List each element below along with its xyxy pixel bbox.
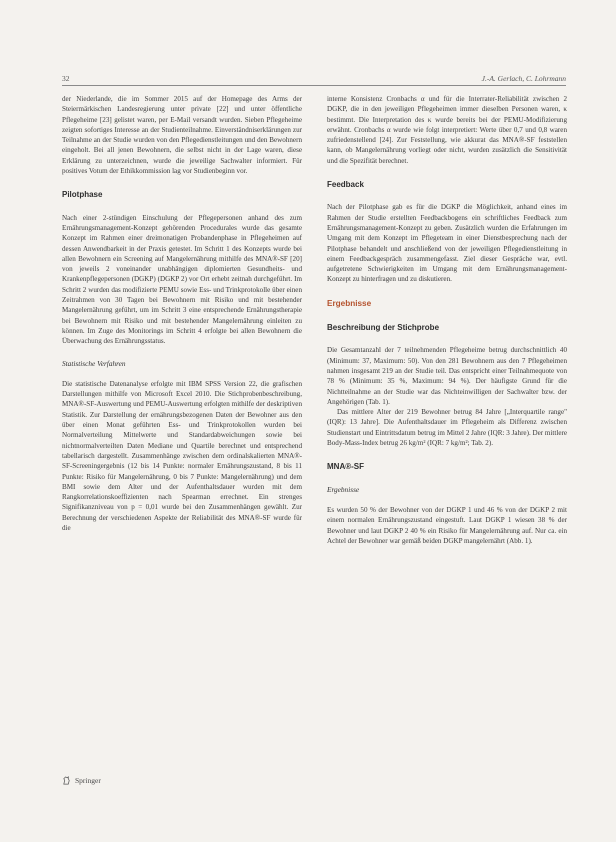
right-column xyxy=(327,94,567,546)
heading-stichprobe: Beschreibung der Stichprobe xyxy=(327,323,440,333)
mna-paragraph: Es wurden 50 % der Bewohner von der DGKP 1 und 46 % von der DGKP 2 mit einem normalen Ernährungszustand eingestuft. Laut DGKP 1 wiesen 38 % der Bewohner und laut DGKP 2 40 % ein Risiko für Mangelernährung auf. Nur ca. ein Achtel der Bewohner war gemäß beiden DGKP mangelernährt (Abb. 1). xyxy=(327,505,567,545)
feedback-paragraph: Nach der Pilotphase gab es für die DGKP die Möglichkeit, anhand eines im Rahmen der Studie erstellten Feedbackbogens ein schriftliches Feedback zum Ernährungsmanagement-Konzept zu geben. Zusätzlich wurden die Erfahrungen im Umgang mit dem Konzept im Pflegeteam in einer Dienstbesprechung nach der Pilotphase behandelt und anschließend von der jeweiligen Pflegedienstleitung in einem Feedbackgespräch zusammengefasst. Ziel dieser Gespräche war, evtl. aufgetretene Schwierigkeiten im Umgang mit dem Ernährungsmanagement-Konzept zu hinterfragen und zu diskutieren. xyxy=(327,203,567,284)
pilot-paragraph: Nach einer 2-stündigen Einschulung der Pflegepersonen anhand des zum Ernährungsmanagement-Konzept gehörenden Procedurales wurde das gesamte Konzept im Rahmen einer dreimonatigen Probandenphase in Pflegeheimen auf dessen Anwendbarkeit in der Praxis getestet. Im Schritt 1 des Konzepts wurde bei allen Bewohnern ein Screening auf Mangelernährung mithilfe des MNA®-SF [20] von jeweils 2 voneinander unabhängigen diplomierten Gesundheits- und Krankenpflegepersonen (DGKP) (DGKP 2) vor Ort erhebt zeitnah durchgeführt. Im Schritt 2 wurden das modifizierte PEMU sowie Ess- und Trinkprotokolle über einen Zeitrahmen von 30 Tagen bei Bewohnern mit Risiko und mit bestehender Mangelernährung geführt, um im Schritt 3 eine entsprechende Ernährungstherapie bei Bewohnern mit Risiko und mit bestehender Mangelernährung einleiten zu können. Im Zuge des Monitorings im Schritt 4 erfolgte bei allen Bewohnern die Überwachung des Ernährungsstatus. xyxy=(62,213,302,346)
heading-ergebnisse: Ergebnisse xyxy=(327,298,372,308)
footer xyxy=(62,776,101,785)
left-column xyxy=(62,94,302,533)
header-rule xyxy=(62,85,566,86)
reliability-paragraph: interne Konsistenz Cronbachs α und für die Interrater-Reliabilität zwischen 2 DGKP, die in den jeweiligen Pflegeheimen immer dieselben Personen waren, κ bestimmt. Die Interpretation des κ wurde bereits bei der PEMU-Modifizierung erwähnt. Cronbachs α wurde wie folgt interpretiert: Werte über 0,7 und 0,8 waren zufriedenstellend [24]. Zur Feststellung, wie akkurat das MNA®-SF feststellen kann, ob Mangelernährung vorliegt oder nicht, wurden zusätzlich die Sensitivität und die Spezifität berechnet. xyxy=(327,95,567,165)
page-number: 32 xyxy=(62,74,70,83)
running-head: J.-A. Gerlach, C. Lohrmann xyxy=(481,74,566,83)
heading-mna-sf: MNA®-SF xyxy=(327,462,364,472)
heading-pilotphase: Pilotphase xyxy=(62,190,103,200)
intro-paragraph: der Niederlande, die im Sommer 2015 auf der Homepage des Arms der Steiermärkischen Landesregierung unter private [22] und unter öffentliche Pflegeheime [23] gelistet waren, per E-Mail versandt wurden. Sieben Pflegeheime zeigten sofortiges Interesse an der Studienteilnahme. Einverständniserklärungen zur Teilnahme an der Studie wurden von den Pflegedienstleitungen und den Bewohnern eingeholt. Bei all jenen Bewohnern, die selbst nicht in der Lage waren, diese Erklärung zu unterzeichnen, wurde die jeweilige Sachwalter informiert. Für positives Votum der Ethikkommission lag vor Studienbeginn vor. xyxy=(62,95,302,176)
springer-horse-icon xyxy=(62,776,71,785)
heading-feedback: Feedback xyxy=(327,180,364,190)
stats-paragraph: Die statistische Datenanalyse erfolgte mit IBM SPSS Version 22, die grafischen Darstellungen mithilfe von Microsoft Excel 2010. Die Stichprobenbeschreibung, MNA®-SF-Auswertung und PEMU-Auswertung erfolgten mithilfe der deskriptiven Statistik. Zur Darstellung der ernährungsbezogenen Daten der Bewohner aus den über einen Monat geführten Ess- und Trinkprotokollen wurden bei Normalverteilung Mittelwerte und Standardabweichungen sowie bei nichtnormalverteilten Daten Mediane und Quartile berechnet und entsprechend tabellarisch dargestellt. Zusammenhänge zwischen dem ordinalskalierten MNA®-SF-Screeningergebnis (12 bis 14 Punkte: normaler Ernährungszustand, 8 bis 11 Punkte: Risiko für Mangelernährung, 0 bis 7 Punkte: Mangelernährung) und dem BMI sowie dem Alter und der Aufenthaltsdauer wurden mit dem Rangkorrelationskoeffizienten nach Spearman errechnet. Ein strenges Signifikanzniveau von p = 0,01 wurde bei den Zusammenhängen gewählt. Zur Berechnung der verschiedenen Aspekte der Reliabilität des MNA®-SF wurde für die xyxy=(62,379,302,532)
publisher-name: Springer xyxy=(75,776,101,785)
heading-ergebnisse-sub: Ergebnisse xyxy=(327,484,360,494)
sample-paragraph-1: Die Gesamtanzahl der 7 teilnehmenden Pflegeheime betrug durchschnittlich 40 (Minimum: 37, Maximum: 50). Von den 281 Bewohnern aus den 7 Pflegeheimen nahmen insgesamt 219 an der Studie teil. Das entspricht einer Teilnahmequote von 78 % (Minimum: 35 %, Maximum: 94 %). Der häufigste Grund für die Nichtteilnahme an der Studie war das Nichteinwilligen der Sachwalter bzw. der Angehörigen (Tab. 1). xyxy=(327,346,567,406)
heading-statistische-verfahren: Statistische Verfahren xyxy=(62,358,126,368)
sample-paragraph-2: Das mittlere Alter der 219 Bewohner betrug 84 Jahre [„Interquartile range" (IQR): 13 Jahre]. Die Aufenthaltsdauer im Pflegeheim als Differenz zwischen Studienstart und Eintrittsdatum betrug im Mittel 2 Jahre (IQR: 3 Jahre). Der mittlere Body-Mass-Index betrug 26 kg/m² (IQR: 7 kg/m²; Tab. 2). xyxy=(327,408,567,448)
